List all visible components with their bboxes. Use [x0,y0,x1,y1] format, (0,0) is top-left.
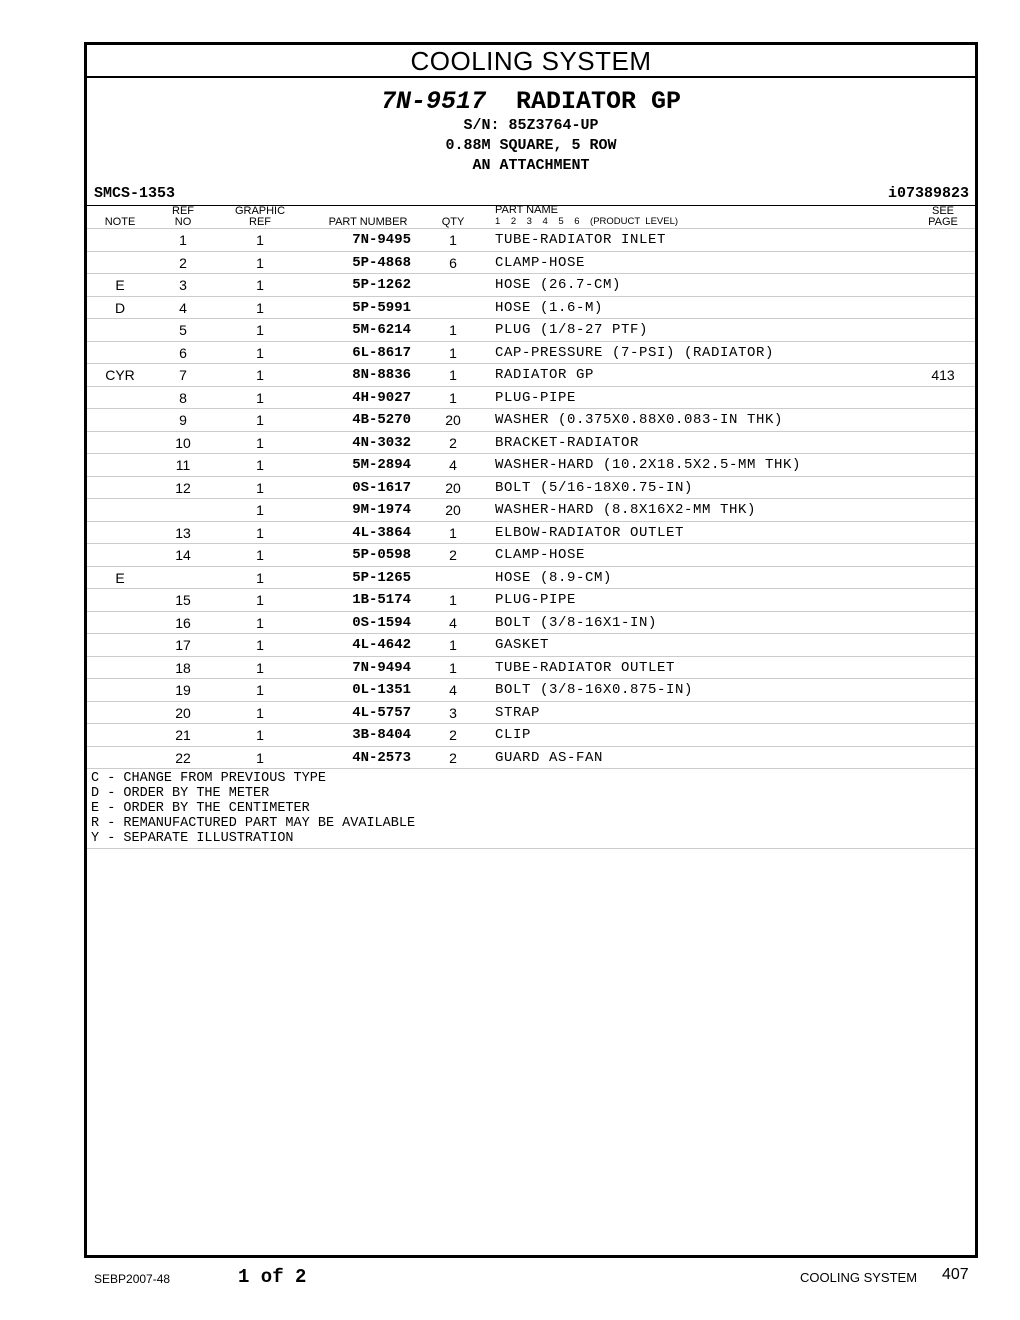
qty-cell: 1 [449,637,457,653]
qty-cell: 1 [449,524,457,541]
graphic-ref-cell: 1 [256,614,264,631]
ref-no-cell: 14 [175,547,191,563]
qty-cell: 1 [449,344,457,361]
part-number-cell: 5P-5991 [352,299,411,316]
ref-no-cell: 22 [175,749,191,766]
graphic-ref-cell: 1 [256,479,264,496]
graphic-ref-cell: 1 [256,299,264,316]
part-number-cell: 5P-1262 [352,277,411,293]
footer-section: COOLING SYSTEM [800,1270,918,1285]
table-row [87,454,975,477]
qty-cell: 1 [449,322,457,338]
footer-page-number: 407 [942,1266,969,1283]
table-row [87,657,975,680]
smcs-code: SMCS-1353 [94,185,176,202]
notes-legend [87,769,975,849]
ref-no-cell: 11 [175,457,191,473]
graphic-ref-cell: 1 [256,412,264,428]
part-number-cell: 4N-2573 [352,749,411,766]
part-name-cell: PLUG (1/8-27 PTF) [495,322,649,338]
col-product-levels: 1 2 3 4 5 6 (PRODUCT LEVEL) [495,216,679,227]
part-number-cell: 3B-8404 [352,727,411,743]
graphic-ref-cell: 1 [256,254,264,271]
ref-no-cell: 12 [175,479,191,496]
table-row [87,522,975,545]
qty-cell: 2 [449,434,457,451]
group-part-number: 7N-9517 [380,87,486,116]
group-title-line [87,88,975,116]
table-row [87,612,975,635]
qty-cell: 2 [449,749,457,766]
qty-cell: 20 [445,479,461,496]
part-name-cell: PLUG-PIPE [495,389,577,406]
qty-cell: 6 [449,254,457,271]
qty-cell: 4 [449,682,457,698]
graphic-ref-cell: 1 [256,659,264,676]
qty-cell: 2 [449,547,457,563]
ref-no-cell: 6 [179,344,187,361]
group-header [87,88,975,176]
col-ref-top: REF [172,205,194,217]
serial-number: S/N: 85Z3764-UP [463,117,599,134]
graphic-ref-cell: 1 [256,749,264,766]
graphic-ref-cell: 1 [256,457,264,473]
table-row [87,634,975,657]
part-number-cell: 5P-0598 [352,547,411,563]
graphic-ref-cell: 1 [256,322,264,338]
part-name-cell: HOSE (8.9-CM) [495,569,613,586]
qty-cell: 20 [445,502,461,518]
illustration-id: i07389823 [887,185,969,202]
parts-page-frame [84,42,978,1258]
ref-no-cell: 5 [179,322,187,338]
graphic-ref-cell: 1 [256,727,264,743]
table-row [87,252,975,275]
table-row [87,702,975,725]
part-name-cell: CAP-PRESSURE (7-PSI) (RADIATOR) [495,344,775,361]
ref-no-cell: 8 [179,389,187,406]
part-name-cell: TUBE-RADIATOR OUTLET [495,659,676,676]
graphic-ref-cell: 1 [256,592,264,608]
graphic-ref-cell: 1 [256,389,264,406]
qty-cell: 3 [449,704,457,721]
col-part-name: PART NAME [495,204,558,216]
table-row [87,342,975,365]
note-cell: D [114,299,126,316]
part-number-cell: 4L-4642 [352,637,411,653]
part-number-cell: 5P-4868 [352,254,411,271]
ref-no-cell: 20 [175,704,191,721]
ref-no-cell: 17 [175,637,191,653]
part-number-cell: 0S-1617 [352,479,411,496]
graphic-ref-cell: 1 [256,232,264,248]
part-name-cell: WASHER-HARD (10.2X18.5X2.5-MM THK) [495,457,802,473]
table-row [87,499,975,522]
parts-list [87,228,975,769]
part-number-cell: 8N-8836 [352,367,411,383]
graphic-ref-cell: 1 [256,704,264,721]
part-name-cell: CLAMP-HOSE [495,254,586,271]
part-name-cell: CLAMP-HOSE [495,547,586,563]
table-row [87,544,975,567]
ref-no-cell: 21 [175,727,191,743]
part-name-cell: BOLT (5/16-18X0.75-IN) [495,479,694,496]
legend-item: E - ORDER BY THE CENTIMETER [91,801,310,816]
graphic-ref-cell: 1 [256,344,264,361]
ref-no-cell: 1 [179,232,187,248]
part-number-cell: 4N-3032 [352,434,411,451]
footer-page-of: 1 of 2 [238,1266,307,1288]
qty-cell: 1 [449,232,457,248]
ref-no-cell: 4 [179,299,187,316]
graphic-ref-cell: 1 [256,637,264,653]
part-number-cell: 9M-1974 [352,502,411,518]
qty-cell: 1 [449,659,457,676]
graphic-ref-cell: 1 [256,682,264,698]
qty-cell: 4 [449,457,457,473]
qty-cell: 1 [449,367,457,383]
col-graphic-bottom: REF [249,216,271,228]
table-row [87,319,975,342]
legend-item: Y - SEPARATE ILLUSTRATION [91,831,294,846]
table-row [87,477,975,500]
table-row [87,297,975,320]
group-name: RADIATOR GP [516,87,682,116]
part-name-cell: WASHER (0.375X0.88X0.083-IN THK) [495,412,784,428]
table-row [87,747,975,770]
part-number-cell: 0S-1594 [352,614,411,631]
ref-no-cell: 15 [175,592,191,608]
ref-no-cell: 13 [175,524,191,541]
footer-doc-id: SEBP2007-48 [94,1272,171,1286]
part-name-cell: TUBE-RADIATOR INLET [495,232,667,248]
qty-cell: 1 [449,592,457,608]
section-title: COOLING SYSTEM [87,45,975,78]
table-row [87,229,975,252]
qty-cell: 4 [449,614,457,631]
part-number-cell: 5P-1265 [352,569,411,586]
part-number-cell: 7N-9495 [352,232,411,248]
part-name-cell: BOLT (3/8-16X1-IN) [495,614,658,631]
part-name-cell: BRACKET-RADIATOR [495,434,640,451]
ref-no-cell: 10 [175,434,191,451]
table-row [87,364,975,387]
group-spec: 0.88M SQUARE, 5 ROW [445,137,617,154]
part-name-cell: HOSE (26.7-CM) [495,277,622,293]
table-row [87,274,975,297]
part-number-cell: 4L-3864 [352,524,411,541]
table-row [87,567,975,590]
part-number-cell: 0L-1351 [352,682,411,698]
ref-no-cell: 2 [179,254,187,271]
qty-cell: 2 [449,727,457,743]
note-cell: CYR [105,367,135,383]
table-row [87,432,975,455]
ref-no-cell: 3 [179,277,187,293]
ref-no-cell: 9 [179,412,187,428]
qty-cell: 1 [449,389,457,406]
qty-cell: 20 [445,412,461,428]
part-name-cell: HOSE (1.6-M) [495,299,604,316]
ref-no-cell: 7 [179,367,187,383]
part-name-cell: WASHER-HARD (8.8X16X2-MM THK) [495,502,757,518]
col-graphic-top: GRAPHIC [234,205,286,217]
part-name-cell: GASKET [495,637,550,653]
table-row [87,724,975,747]
part-number-cell: 7N-9494 [352,659,411,676]
note-cell: E [115,569,125,586]
ref-no-cell: 19 [175,682,191,698]
col-part-number: PART NUMBER [328,216,408,228]
part-name-cell: RADIATOR GP [495,367,595,383]
meta-line [87,183,975,206]
group-type: AN ATTACHMENT [472,157,590,174]
part-number-cell: 5M-2894 [352,457,411,473]
graphic-ref-cell: 1 [256,524,264,541]
part-name-cell: CLIP [495,727,532,743]
graphic-ref-cell: 1 [256,547,264,563]
part-name-cell: GUARD AS-FAN [495,749,604,766]
table-row [87,387,975,410]
col-note: NOTE [104,216,136,228]
table-row [87,589,975,612]
col-see-bottom: PAGE [928,216,958,228]
part-name-cell: BOLT (3/8-16X0.875-IN) [495,682,694,698]
part-name-cell: PLUG-PIPE [495,592,577,608]
part-name-cell: STRAP [495,704,541,721]
see-page-cell: 413 [931,367,955,383]
part-number-cell: 1B-5174 [352,592,411,608]
part-number-cell: 4H-9027 [352,389,411,406]
note-cell: E [115,277,125,293]
graphic-ref-cell: 1 [256,277,264,293]
col-ref-bottom: NO [174,216,192,228]
graphic-ref-cell: 1 [256,434,264,451]
ref-no-cell: 16 [175,614,191,631]
part-number-cell: 5M-6214 [352,322,411,338]
legend-item: R - REMANUFACTURED PART MAY BE AVAILABLE [91,816,416,831]
part-number-cell: 4L-5757 [352,704,411,721]
part-number-cell: 6L-8617 [352,344,411,361]
ref-no-cell: 18 [175,659,191,676]
legend-item: D - ORDER BY THE METER [91,786,270,801]
graphic-ref-cell: 1 [256,367,264,383]
legend-item: C - CHANGE FROM PREVIOUS TYPE [91,771,326,786]
part-name-cell: ELBOW-RADIATOR OUTLET [495,524,685,541]
column-headers [87,206,975,228]
table-row [87,409,975,432]
col-see-top: SEE [931,205,954,217]
graphic-ref-cell: 1 [256,502,264,518]
table-row [87,679,975,702]
part-number-cell: 4B-5270 [352,412,411,428]
graphic-ref-cell: 1 [256,569,264,586]
col-qty: QTY [441,216,465,228]
